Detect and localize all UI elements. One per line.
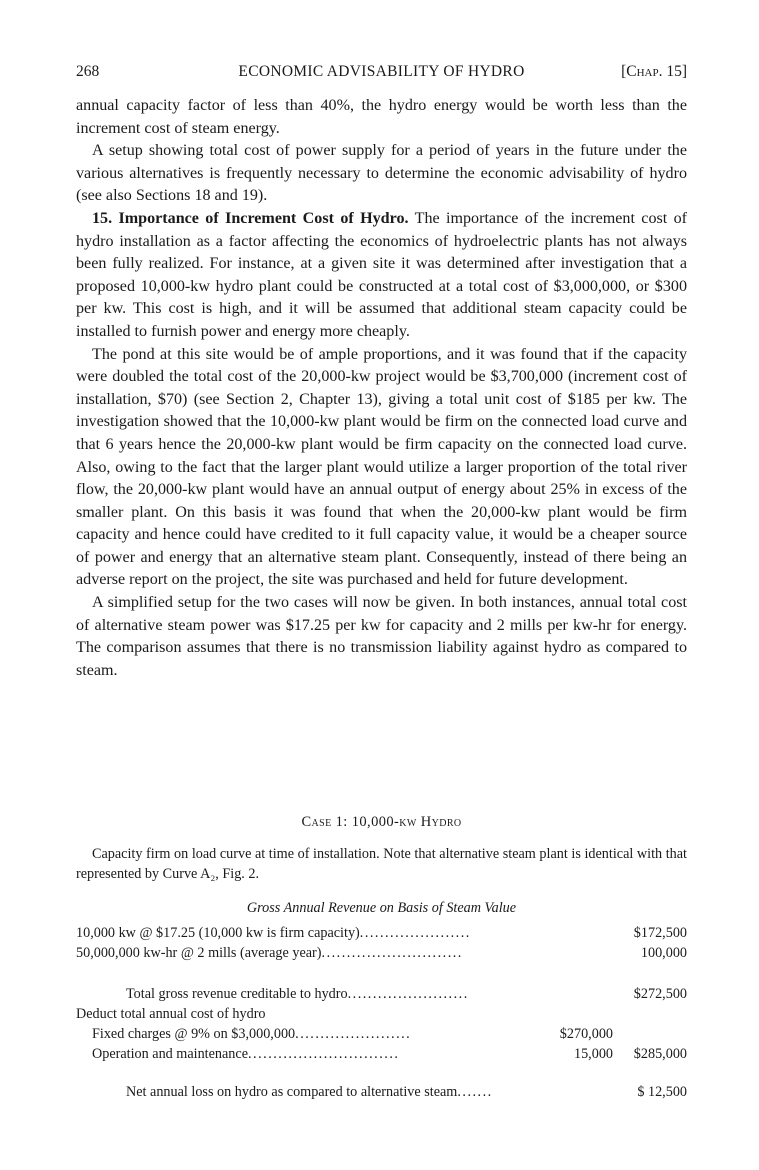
leader-dots: ..............................	[248, 1046, 400, 1062]
row-total-value: $ 12,500	[637, 1084, 687, 1100]
section-15-text: The importance of the increment cost of hydro installation as a factor affecting the economics of hydroelectric plants has not always been fully realized. For instance, at a given site it was determined after investigation that a proposed 10,000-kw hydro plant could be constructed at a total cost of $3,000,000, or $300 per kw. This cost is high, and it will be assumed that additional steam capacity could be installed to furnish power and energy more cheaply.	[76, 209, 687, 340]
row-label: 50,000,000 kw-hr @ 2 mills (average year)	[76, 945, 322, 961]
row-label: Operation and maintenance	[92, 1046, 248, 1062]
row-total-value: 100,000	[640, 945, 687, 961]
row-total-value: $272,500	[633, 986, 687, 1002]
running-head	[76, 63, 687, 85]
case-note: Capacity firm on load curve at time of installation. Note that alternative steam plant is identical with that represented by Curve A₂, Fig. 2.	[76, 846, 687, 882]
table-row	[76, 986, 687, 1006]
row-total-value: $172,500	[633, 925, 687, 941]
leader-dots: .......................	[295, 1026, 412, 1042]
leader-dots: .......	[457, 1084, 493, 1100]
row-label: Deduct total annual cost of hydro	[76, 1006, 266, 1022]
row-label: Net annual loss on hydro as compared to alternative steam	[126, 1084, 458, 1100]
leader-dots: ............................	[321, 945, 463, 961]
row-subtotal-value: 15,000	[573, 1046, 613, 1062]
table-row	[76, 945, 687, 965]
row-total-value: $285,000	[633, 1046, 687, 1062]
body-text	[76, 95, 687, 682]
row-label: Total gross revenue creditable to hydro	[126, 986, 348, 1002]
running-title: ECONOMIC ADVISABILITY OF HYDRO	[238, 63, 525, 80]
paragraph-section-15	[76, 208, 687, 344]
page-number: 268	[76, 63, 100, 80]
paragraph-continuation: annual capacity factor of less than 40%, the hydro energy would be worth less than the increment cost of steam energy.	[76, 97, 687, 137]
chapter-label: [Chap. 15]	[621, 63, 687, 80]
paragraph-setup: A setup showing total cost of power supply for a period of years in the future under the various alternatives is frequently necessary to determine the economic advisability of hydro (see also Sections 18 and 19).	[76, 142, 687, 205]
table-row	[76, 1006, 687, 1026]
table-row	[76, 1084, 687, 1104]
leader-dots: ........................	[347, 986, 469, 1002]
row-label: 10,000 kw @ $17.25 (10,000 kw is firm capacity)	[76, 925, 360, 941]
table-row	[76, 925, 687, 945]
row-label: Fixed charges @ 9% on $3,000,000	[92, 1026, 296, 1042]
leader-dots: ......................	[359, 925, 471, 941]
table-row	[76, 1046, 687, 1066]
row-subtotal-value: $270,000	[559, 1026, 613, 1042]
paragraph-simplified-setup: A simplified setup for the two cases will now be given. In both instances, annual total cost of alternative steam power was $17.25 per kw for capacity and 2 mills per kw-hr for energy. The comparison assumes that there is no transmission liability against hydro as compared to steam.	[76, 594, 687, 679]
case-title: Case 1: 10,000-kw Hydro	[301, 814, 462, 830]
section-heading: 15. Importance of Increment Cost of Hydro.	[92, 209, 409, 227]
table-subheading: Gross Annual Revenue on Basis of Steam Value	[246, 900, 517, 916]
paragraph-pond: The pond at this site would be of ample proportions, and it was found that if the capacity were doubled the total cost of the 20,000-kw project would be $3,700,000 (increment cost of installation, $70) (see Section 2, Chapter 13), giving a total unit cost of $185 per kw. The investigation showed that the 10,000-kw plant would be firm on the connected load curve and that 6 years hence the 20,000-kw plant would be firm capacity on the connected load curve. Also, owing to the fact that the larger plant would utilize a larger proportion of the total river flow, the 20,000-kw plant would have an annual output of energy about 25% in excess of the smaller plant. On this basis it was found that when the 20,000-kw plant would be firm capacity and hence could have credited to it full capacity value, it would be a cheaper source of power and energy that an alternative steam plant. Consequently, instead of there being an adverse report on the project, the site was purchased and held for future development.	[76, 345, 687, 589]
table-row	[76, 1026, 687, 1046]
